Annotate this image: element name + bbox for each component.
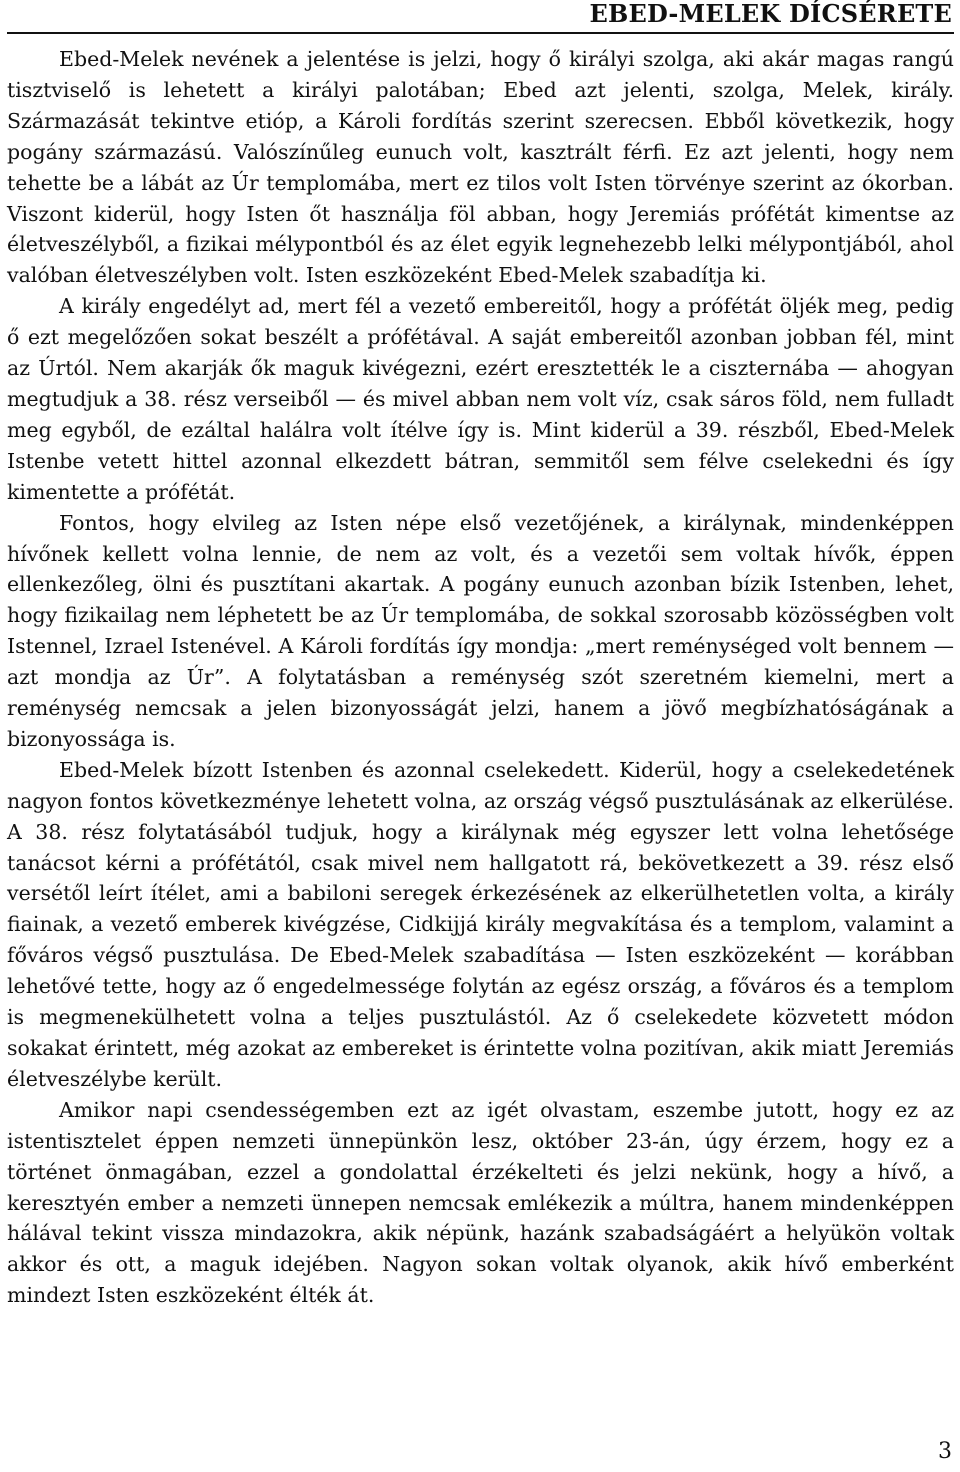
page-number: 3 bbox=[938, 1439, 952, 1464]
running-header bbox=[7, 0, 954, 34]
paragraph: Fontos, hogy elvileg az Isten népe első vezetőjének, a királynak, mindenképpen hívőnek kellett volna lennie, de nem az volt, és a vezetői sem voltak hívők, éppen ellenkezőleg, ölni és pusztítani akartak. A pogány eunuch azonban bízik Istenben, lehet, hogy fizikailag nem léphetett be az Úr templomába, de sokkal szorosabb közösségben volt Istennel, Izrael Istenével. A Károli fordítás így mondja: „mert reménységed volt bennem — azt mondja az Úr”. A folytatásban a reménység szót szeretném kiemelni, mert a reménység nemcsak a jelen bizonyosságát jelzi, hanem a jövő megbízhatóságának a bizonyossága is. bbox=[7, 510, 954, 751]
paragraph: Amikor napi csendességemben ezt az igét olvastam, eszembe jutott, hogy ez az istentisztelet éppen nemzeti ünnepünkön lesz, október 23-án, úgy érzem, hogy ez a történet önmagában, ezzel a gondolattal érzékelteti és jelzi nekünk, hogy a hívő, a keresztyén ember a nemzeti ünnepen nemcsak emlékezik a múltra, hanem mindenképpen hálával tekint vissza mindazokra, akik népünk, hazánk szabadságáért a helyükön voltak akkor és ott, a maguk idejében. Nagyon sokan voltak olyanok, akik hívő emberként mindezt Isten eszközeként élték át. bbox=[7, 1097, 954, 1308]
paragraph: A király engedélyt ad, mert fél a vezető embereitől, hogy a prófétát öljék meg, pedig ő ezt megelőzően sokat beszélt a prófétával. A saját embereitől azonban jobban fél, mint az Úrtól. Nem akarják ők maguk kivégezni, ezért eresztették le a ciszternába — ahogyan megtudjuk a 38. rész verseiből — és mivel abban nem volt víz, csak sáros föld, nem fulladt meg egyből, de ezáltal halálra volt ítélve így is. Mint kiderül a 39. részből, Ebed-Melek Istenbe vetett hittel azonnal elkezdett bátran, semmitől sem félve cselekedni és így kimentette a prófétát. bbox=[7, 294, 954, 504]
paragraph: Ebed-Melek bízott Istenben és azonnal cselekedett. Kiderül, hogy a cselekedetének nagyon fontos következménye lehetett volna, az ország végső pusztulásának az elkerülése. A 38. rész folytatásából tudjuk, hogy a királynak még egyszer lett volna lehetősége tanácsot kérni a prófétától, csak mivel nem hallgatott rá, bekövetkezett a 39. rész első versétől leírt ítélet, ami a babiloni seregek érkezésének az elkerülhetetlen volta, a király fiainak, a vezető emberek kivégzése, Cidkijjá király megvakítása és a templom, valamint a főváros végső pusztulása. De Ebed-Melek szabadítása — Isten eszközeként — korábban lehetővé tette, hogy az ő engedelmessége folytán az egész ország, a főváros és a templom is megmenekülhetett volna a teljes pusztulástól. Az ő cselekedete közvetett módon sokakat érintett, még azokat az embereket is érintette volna pozitívan, akik miatt Jeremiás életveszélybe került. bbox=[7, 757, 954, 1091]
chapter-title: EBED-MELEK DÍCSÉRETE bbox=[589, 0, 952, 28]
body-text bbox=[7, 44, 954, 1311]
paragraph: Ebed-Melek nevének a jelentése is jelzi, hogy ő királyi szolga, aki akár magas rangú tisztviselő is lehetett a királyi palotában; Ebed azt jelenti, szolga, Melek, király. Származását tekintve etióp, a Károli fordítás szerint szerecsen. Ebből következik, hogy pogány származású. Valószínűleg eunuch volt, kasztrált férfi. Ez azt jelenti, hogy nem tehette be a lábát az Úr templomába, mert ez tilos volt Isten törvénye szerint az ókorban. Viszont kiderül, hogy Isten őt használja föl abban, hogy Jeremiás prófétát kimentse az életveszélyből, a fizikai mélypontból és az élet egyik legnehezebb lelki mélypontjából, ahol valóban életveszélyben volt. Isten eszközeként Ebed-Melek szabadítja ki. bbox=[7, 47, 954, 288]
